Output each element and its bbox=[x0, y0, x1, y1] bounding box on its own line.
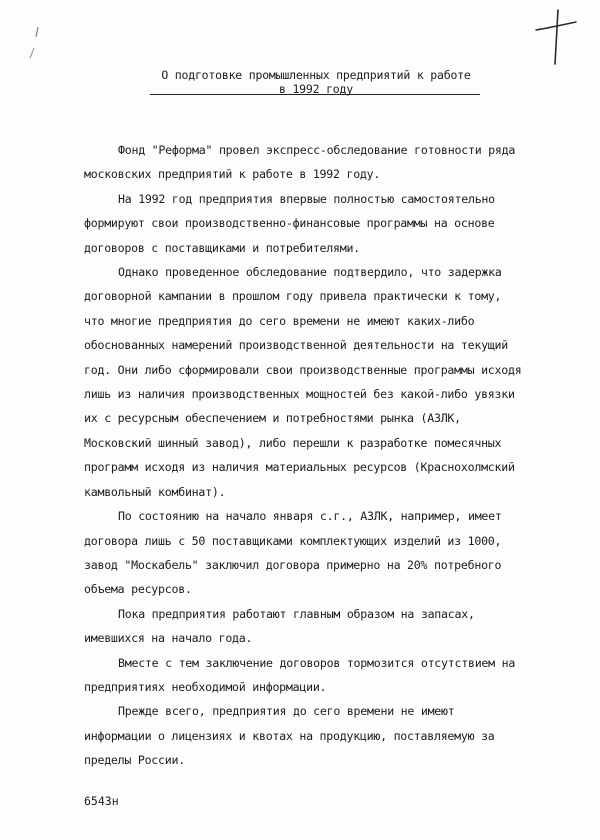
text-line: Фонд "Реформа" провел экспресс-обследование готовности ряда bbox=[118, 143, 516, 157]
paragraph-3 bbox=[84, 260, 554, 504]
text-line: договора лишь с 50 поставщиками комплектующих изделий из 1000, bbox=[84, 533, 502, 548]
title-line-1: О подготовке промышленных предприятий к работе bbox=[161, 68, 471, 82]
document-title bbox=[146, 68, 486, 96]
paragraph-2 bbox=[84, 187, 554, 260]
text-line: Московский шинный завод), либо перешли к разработке помесячных bbox=[84, 435, 502, 450]
text-line: имевшихся на начало года. bbox=[84, 631, 253, 646]
text-line: договоров с поставщиками и потребителями. bbox=[84, 240, 360, 255]
text-line: предприятиях необходимой информации. bbox=[84, 679, 327, 694]
text-line: московских предприятий к работе в 1992 году. bbox=[84, 167, 381, 182]
paragraph-4 bbox=[84, 504, 554, 602]
title-underline bbox=[150, 94, 480, 95]
text-line: Вместе с тем заключение договоров тормозится отсутствием на bbox=[118, 655, 516, 670]
text-line: что многие предприятия до сего времени не имеют каких-либо bbox=[84, 313, 475, 328]
title-line-2: в 1992 году bbox=[279, 82, 353, 96]
text-line: программ исходя из наличия материальных ресурсов (Краснохолмский bbox=[84, 460, 515, 475]
text-line: Прежде всего, предприятия до сего времени не имеют bbox=[118, 704, 455, 719]
text-line: камвольный комбинат). bbox=[84, 484, 226, 499]
paragraph-7 bbox=[84, 699, 554, 772]
text-line: договорной кампании в прошлом году привела практически к тому, bbox=[84, 289, 502, 304]
text-line: их с ресурсным обеспечением и потребностями рынка (АЗЛК, bbox=[84, 411, 461, 426]
text-line: обоснованных намерений производственной деятельности на текущий bbox=[84, 338, 508, 353]
paragraph-6 bbox=[84, 651, 554, 700]
text-line: лишь из наличия производственных мощностей без какой-либо увязки bbox=[84, 387, 515, 402]
pencil-tick-mark bbox=[26, 24, 46, 60]
document-body bbox=[84, 138, 554, 773]
paragraph-5 bbox=[84, 602, 554, 651]
text-line: пределы России. bbox=[84, 753, 185, 768]
paragraph-1 bbox=[84, 138, 554, 187]
text-line: объема ресурсов. bbox=[84, 582, 192, 597]
text-line: информации о лицензиях и квотах на продукцию, поставляемую за bbox=[84, 728, 495, 743]
text-line: На 1992 год предприятия впервые полностью самостоятельно bbox=[118, 191, 495, 206]
text-line: завод "Москабель" заключил договора примерно на 20% потребного bbox=[84, 557, 502, 572]
text-line: Пока предприятия работают главным образом на запасах, bbox=[118, 606, 475, 621]
text-line: По состоянию на начало января с.г., АЗЛК, например, имеет bbox=[118, 509, 502, 524]
text-line: формируют свои производственно-финансовые программы на основе bbox=[84, 216, 495, 231]
text-line: год. Они либо сформировали свои производственные программы исходя bbox=[84, 362, 522, 377]
document-code: 6543н bbox=[84, 794, 119, 808]
handwritten-cross-mark bbox=[534, 8, 578, 68]
text-line: Однако проведенное обследование подтвердило, что задержка bbox=[118, 265, 502, 280]
